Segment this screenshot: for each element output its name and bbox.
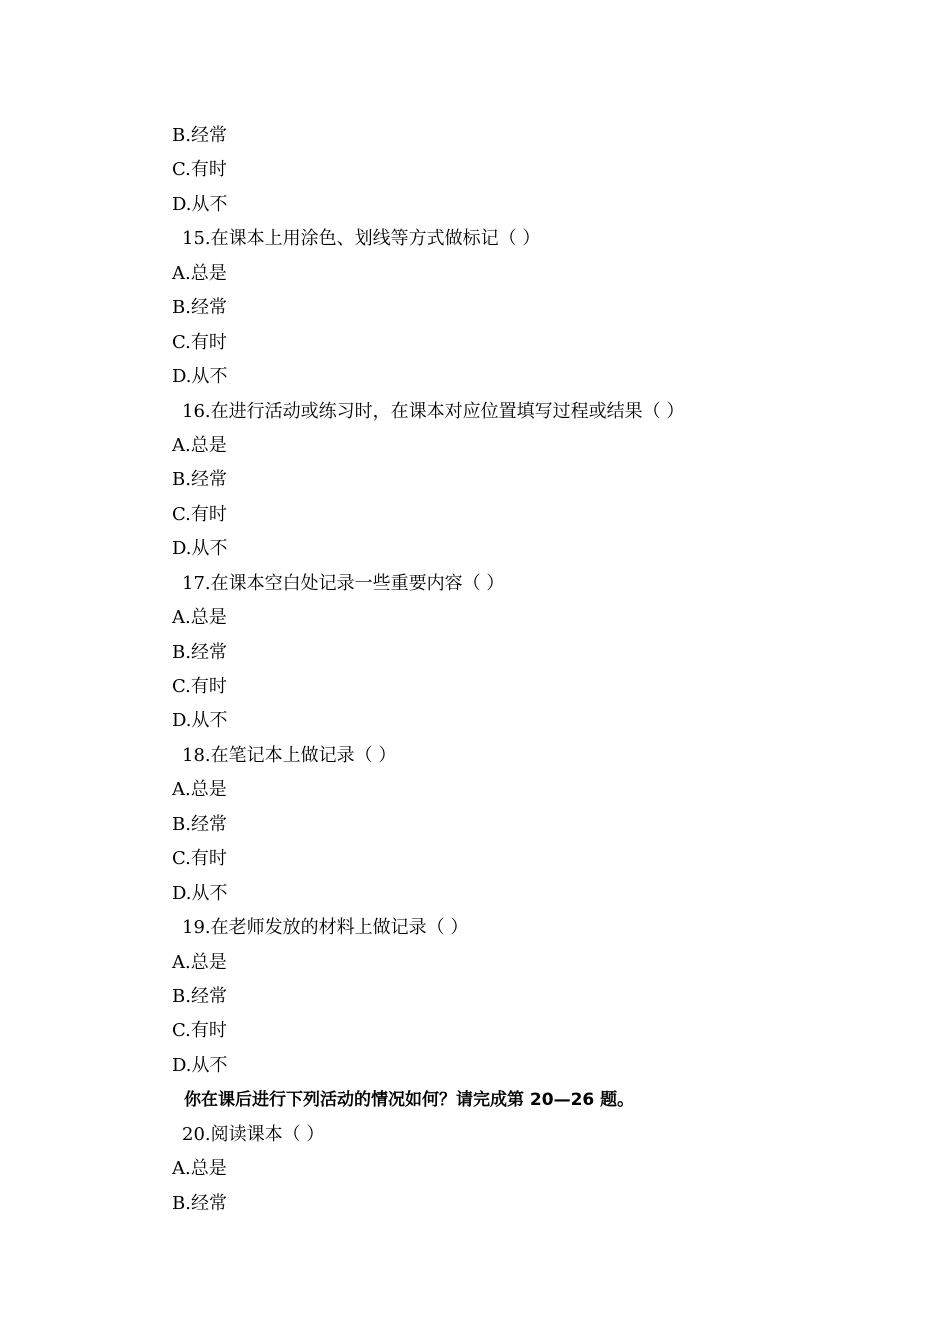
answer-option: C.有时 <box>172 1020 227 1042</box>
answer-option: D.从不 <box>172 538 228 560</box>
answer-option: B.经常 <box>172 125 227 146</box>
answer-option: A.总是 <box>172 1158 227 1180</box>
question-text: 16.在进行活动或练习时，在课本对应位置填写过程或结果（ ） <box>182 400 685 422</box>
answer-option: B.经常 <box>172 813 227 835</box>
answer-option: D.从不 <box>172 1054 228 1076</box>
answer-option: C.有时 <box>172 676 227 697</box>
answer-option: D.从不 <box>172 882 228 904</box>
answer-option: D.从不 <box>172 710 228 732</box>
section-heading: 你在课后进行下列活动的情况如何？请完成第 20—26 题。 <box>184 1090 635 1111</box>
questionnaire-content <box>172 119 872 1221</box>
answer-option: C.有时 <box>172 848 227 870</box>
question-text: 17.在课本空白处记录一些重要内容（ ） <box>182 572 505 594</box>
question-text: 15.在课本上用涂色、划线等方式做标记（ ） <box>182 228 541 250</box>
answer-option: A.总是 <box>172 262 227 284</box>
answer-option: C.有时 <box>172 331 227 353</box>
question-text: 19.在老师发放的材料上做记录（ ） <box>182 917 469 939</box>
answer-option: B.经常 <box>172 985 227 1007</box>
answer-option: C.有时 <box>172 159 227 181</box>
answer-option: B.经常 <box>172 297 227 319</box>
answer-option: D.从不 <box>172 366 228 388</box>
answer-option: C.有时 <box>172 503 227 525</box>
answer-option: B.经常 <box>172 641 227 663</box>
answer-option: A.总是 <box>172 434 227 456</box>
answer-option: D.从不 <box>172 193 228 215</box>
answer-option: B.经常 <box>172 469 227 491</box>
answer-option: A.总是 <box>172 951 227 973</box>
answer-option: A.总是 <box>172 607 227 629</box>
answer-option: B.经常 <box>172 1192 227 1214</box>
question-text: 20.阅读课本（ ） <box>182 1123 325 1145</box>
question-text: 18.在笔记本上做记录（ ） <box>182 744 397 766</box>
answer-option: A.总是 <box>172 779 227 801</box>
